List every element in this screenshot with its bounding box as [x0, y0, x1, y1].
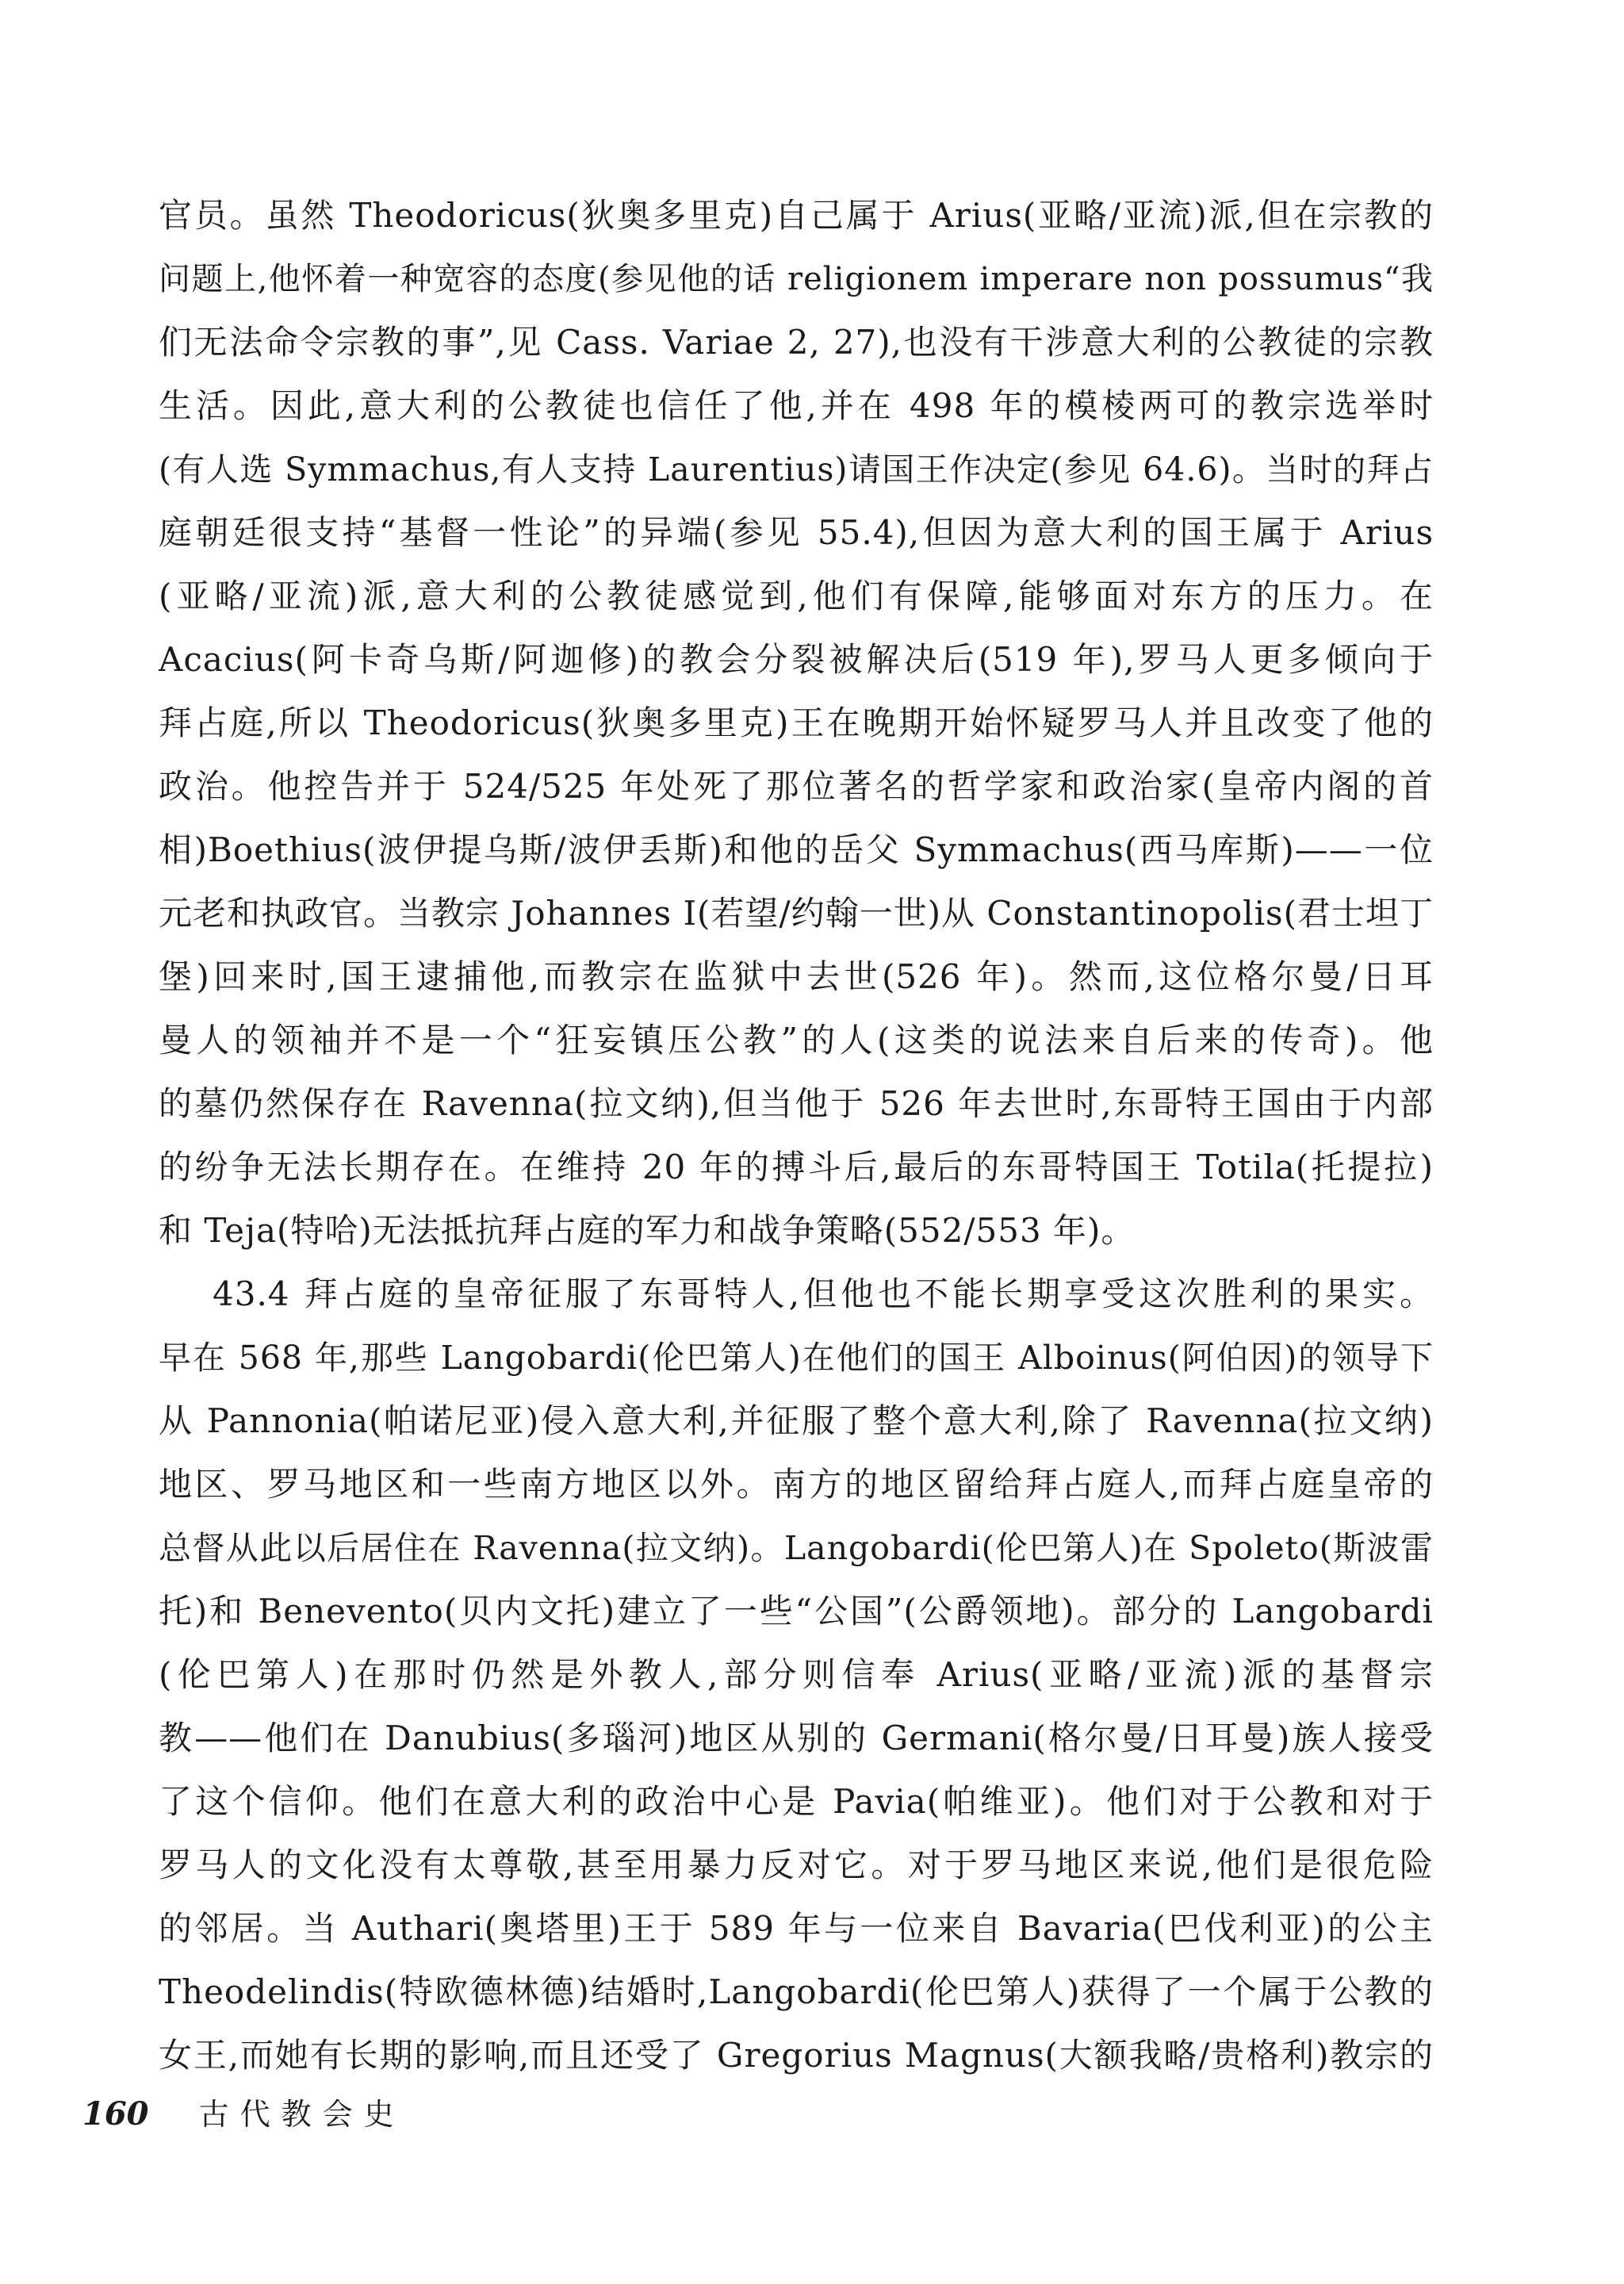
text-line: 拜占庭,所以 Theodoricus(狄奥多里克)王在晚期开始怀疑罗马人并且改变了他的	[159, 703, 1434, 742]
text-line: 堡)回来时,国王逮捕他,而教宗在监狱中去世(526 年)。然而,这位格尔曼/日耳	[159, 957, 1434, 996]
text-line: 了这个信仰。他们在意大利的政治中心是 Pavia(帕维亚)。他们对于公教和对于	[159, 1782, 1434, 1821]
text-line: Acacius(阿卡奇乌斯/阿迦修)的教会分裂被解决后(519 年),罗马人更多倾向于	[159, 640, 1434, 679]
paragraph-1	[159, 184, 1434, 1263]
text-line: 生活。因此,意大利的公教徒也信任了他,并在 498 年的模棱两可的教宗选举时	[159, 386, 1434, 425]
paragraph-2	[159, 1263, 1434, 2087]
text-line: 早在 568 年,那些 Langobardi(伦巴第人)在他们的国王 Alboinus(阿伯因)的领导下	[159, 1339, 1434, 1377]
text-line: (亚略/亚流)派,意大利的公教徒感觉到,他们有保障,能够面对东方的压力。在	[159, 577, 1434, 615]
text-line: 和 Teja(特哈)无法抵抗拜占庭的军力和战争策略(552/553 年)。	[159, 1211, 1136, 1250]
text-line: 罗马人的文化没有太尊敬,甚至用暴力反对它。对于罗马地区来说,他们是很危险	[159, 1845, 1434, 1884]
text-line: 的邻居。当 Authari(奥塔里)王于 589 年与一位来自 Bavaria(巴伐利亚)的公主	[159, 1909, 1434, 1948]
text-line: 从 Pannonia(帕诺尼亚)侵入意大利,并征服了整个意大利,除了 Ravenna(拉文纳)	[159, 1401, 1434, 1440]
text-line: (伦巴第人)在那时仍然是外教人,部分则信奉 Arius(亚略/亚流)派的基督宗	[159, 1655, 1434, 1694]
text-line: 总督从此以后居住在 Ravenna(拉文纳)。Langobardi(伦巴第人)在 Spoleto(斯波雷	[159, 1529, 1434, 1567]
text-line: 女王,而她有长期的影响,而且还受了 Gregorius Magnus(大额我略/贵格利)教宗的	[159, 2036, 1434, 2075]
text-body	[159, 184, 1434, 2087]
text-line: 曼人的领袖并不是一个“狂妄镇压公教”的人(这类的说法来自后来的传奇)。他	[159, 1021, 1434, 1060]
text-line: 的墓仍然保存在 Ravenna(拉文纳),但当他于 526 年去世时,东哥特王国由于内部	[159, 1084, 1434, 1123]
text-line: 相)Boethius(波伊提乌斯/波伊丢斯)和他的岳父 Symmachus(西马库斯)——一位	[159, 830, 1434, 869]
running-title: 古代教会史	[198, 2097, 405, 2132]
text-line: 托)和 Benevento(贝内文托)建立了一些“公国”(公爵领地)。部分的 Langobardi	[159, 1592, 1434, 1631]
page-footer	[82, 2090, 405, 2138]
text-line: 政治。他控告并于 524/525 年处死了那位著名的哲学家和政治家(皇帝内阁的首	[159, 767, 1434, 806]
section-lead-line: 43.4 拜占庭的皇帝征服了东哥特人,但他也不能长期享受这次胜利的果实。	[213, 1274, 1434, 1313]
text-line: 官员。虽然 Theodoricus(狄奥多里克)自己属于 Arius(亚略/亚流)派,但在宗教的	[159, 196, 1434, 235]
text-line: 们无法命令宗教的事”,见 Cass. Variae 2, 27),也没有干涉意大利的公教徒的宗教	[159, 323, 1434, 362]
text-line: (有人选 Symmachus,有人支持 Laurentius)请国王作决定(参见 64.6)。当时的拜占	[159, 450, 1434, 489]
text-line: 的纷争无法长期存在。在维持 20 年的搏斗后,最后的东哥特国王 Totila(托提拉)	[159, 1148, 1434, 1186]
text-line: 地区、罗马地区和一些南方地区以外。南方的地区留给拜占庭人,而拜占庭皇帝的	[159, 1465, 1434, 1504]
text-line: 庭朝廷很支持“基督一性论”的异端(参见 55.4),但因为意大利的国王属于 Arius	[159, 513, 1434, 552]
page-number: 160	[82, 2095, 149, 2133]
text-line: Theodelindis(特欧德林德)结婚时,Langobardi(伦巴第人)获得了一个属于公教的	[159, 1972, 1434, 2011]
text-line: 问题上,他怀着一种宽容的态度(参见他的话 religionem imperare non possumus“我	[159, 261, 1434, 297]
text-line: 元老和执政官。当教宗 Johannes I(若望/约翰一世)从 Constantinopolis(君士坦丁	[159, 894, 1434, 933]
text-line: 教——他们在 Danubius(多瑙河)地区从别的 Germani(格尔曼/日耳曼)族人接受	[159, 1719, 1434, 1757]
